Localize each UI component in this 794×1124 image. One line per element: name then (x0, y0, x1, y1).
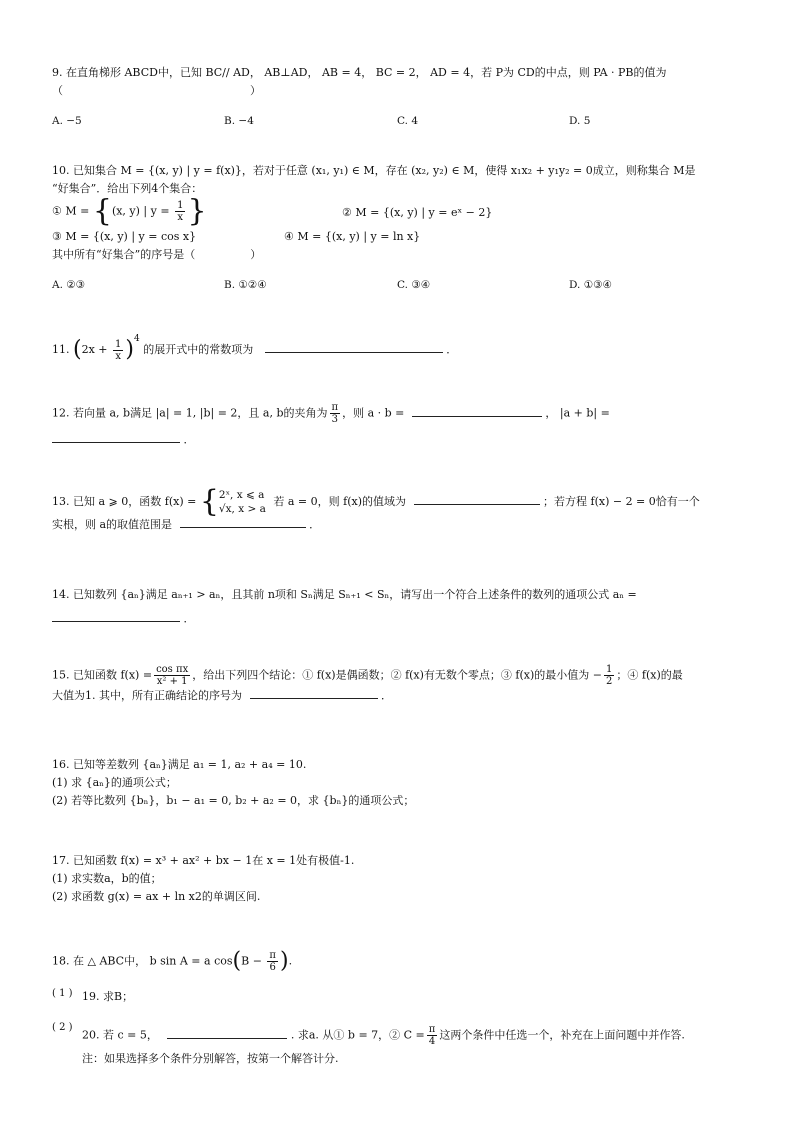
q10-set-1: ① M = {(x, y) | y = $\frac{1}{x}$ } (52, 193, 207, 229)
q18-stem: 18. 在 △ ABC中， b sin A = a cos (52, 954, 233, 968)
q16-stem: 16. 已知等差数列 {aₙ}满足 a₁ = 1, a₂ + a₄ = 10. (52, 758, 307, 771)
q13-range-blank[interactable] (414, 493, 540, 505)
q11-answer-blank[interactable] (265, 341, 443, 353)
question-12: 12. 若向量 a, b满足 |a| = 1, |b| = 2，且 a, b的夹角为 $\frac{\pi}{3}$ ，则 a · b = ， |a + b| = ． (52, 402, 610, 446)
q17-part-2: (2) 求函数 g(x) = ax + ln x2的单调区间. (52, 890, 261, 903)
q18-note: 注：如果选择多个条件分别解答，按第一个解答计分. (82, 1052, 339, 1065)
q12-abs-label: |a + b| = (559, 406, 610, 420)
q10-choice-b: B. ①②④ (224, 279, 267, 291)
q13-stem: 13. 已知 a ⩾ 0，函数 f(x) = (52, 495, 197, 508)
q18-part-1-tag: ( 1 ) (52, 988, 73, 999)
question-15: 15. 已知函数 f(x) = $\frac{\text{cos πx}}{\text{x² + 1}}$ ，给出下列四个结论：① f(x)是偶函数；② f(x)有无数个零点；③ f(x)的最小值为 − $\frac{1}{2}$ ；④ f(x)的最 大值为1. 其中，所有正确结论的序号为 ． (52, 664, 683, 702)
q15-stem: 15. 已知函数 f(x) = (52, 668, 153, 682)
q17-part-1: (1) 求实数a，b的值； (52, 872, 162, 885)
q10-set-3: ③ M = {(x, y) | y = cos x} (52, 230, 197, 243)
q10-choice-a: A. ②③ (52, 279, 86, 291)
q12-magnitude-blank[interactable] (52, 431, 180, 443)
q9-stem: 9. 在直角梯形 ABCD中，已知 BC// AD， AB⊥AD， AB = 4， BC = 2， AD = 4，若 P为 CD的中点，则 PA · PB的值为 (52, 66, 667, 79)
q11-text: 的展开式中的常数项为 (143, 343, 254, 356)
q9-choice-a: A. −5 (52, 115, 82, 127)
q17-stem: 17. 已知函数 f(x) = x³ + ax² + bx − 1在 x = 1处有极值-1. (52, 854, 355, 867)
q16-part-2: (2) 若等比数列 {bₙ}，b₁ − a₁ = 0, b₂ + a₂ = 0，求 {bₙ}的通项公式； (52, 794, 415, 807)
q16-part-1: (1) 求 {aₙ}的通项公式； (52, 776, 177, 789)
question-17 (52, 852, 742, 906)
q18-part-2-tag: ( 2 ) (52, 1022, 73, 1033)
q10-sets-row-2 (52, 228, 742, 246)
q11-number: 11. (52, 343, 70, 356)
q11-expression: 2x + (81, 343, 112, 356)
q9-answer-paren: （ ） (52, 84, 261, 97)
q18-part-2: 20. 若 c = 5， . 求a. 从① b = 7，② C = $\frac{\pi}{4}$ 这两个条件中任选一个，补充在上面问题中并作答. (82, 1024, 685, 1047)
q9-choice-d: D. 5 (569, 115, 591, 127)
q14-answer-blank[interactable] (52, 610, 180, 622)
question-10 (52, 162, 742, 294)
q10-set-4: ④ M = {(x, y) | y = ln x} (284, 230, 421, 243)
q13-a-range-blank[interactable] (180, 516, 306, 528)
question-9 (52, 64, 742, 130)
q11-power: 4 (133, 334, 140, 344)
q18-part-1: 19. 求B； (82, 990, 134, 1003)
q15-answer-blank[interactable] (250, 687, 378, 699)
q10-sets-row-1 (52, 193, 742, 229)
q9-choice-b: B. −4 (224, 115, 254, 127)
q10-set-2: ② M = {(x, y) | y = eˣ − 2} (342, 206, 493, 219)
question-14: 14. 已知数列 {aₙ}满足 aₙ₊₁ > aₙ，且其前 n项和 Sₙ满足 Sₙ₊₁ < Sₙ，请写出一个符合上述条件的数列的通项公式 aₙ = ． (52, 586, 742, 628)
q12-dot-product-blank[interactable] (412, 405, 542, 417)
q10-choice-d: D. ①③④ (569, 279, 612, 291)
q12-stem: 12. 若向量 a, b满足 |a| = 1, |b| = 2，且 a, b的夹角为 (52, 406, 328, 420)
q18-condition-blank[interactable] (167, 1027, 287, 1039)
q9-choice-c: C. 4 (397, 115, 419, 127)
question-18: 18. 在 △ ABC中， b sin A = a cos(B − $\frac{\pi}{6}$ ). (52, 948, 293, 974)
q10-stem: 10. 已知集合 M = {(x, y) | y = f(x)}，若对于任意 (x₁, y₁) ∈ M，存在 (x₂, y₂) ∈ M，使得 x₁x₂ + y₁y₂ = 0成立，则称集合 M是 (52, 164, 696, 177)
q10-choice-c: C. ③④ (397, 279, 431, 291)
question-16 (52, 756, 742, 810)
question-11: 11. (2x + $\frac{1}{x}$ )$^4$ 的展开式中的常数项为 ． (52, 334, 458, 362)
question-13: 13. 已知 a ⩾ 0，函数 f(x) = { 2ˣ, x ⩽ a √x, x > a 若 a = 0，则 f(x)的值域为 ；若方程 f(x) − 2 = 0恰有一个 实根，则 a的取值范围是 ． (52, 484, 700, 531)
q13-stem-2: 实根，则 a的取值范围是 (52, 518, 173, 531)
q10-choices (52, 276, 742, 294)
q13-piecewise: 2ˣ, x ⩽ a √x, x > a (218, 489, 266, 515)
q15-stem-2: 大值为1. 其中，所有正确结论的序号为 (52, 689, 242, 702)
q9-choices (52, 112, 742, 130)
q14-stem: 14. 已知数列 {aₙ}满足 aₙ₊₁ > aₙ，且其前 n项和 Sₙ满足 Sₙ₊₁ < Sₙ，请写出一个符合上述条件的数列的通项公式 aₙ = (52, 588, 637, 601)
q10-question: 其中所有“好集合”的序号是（ ） (52, 248, 262, 261)
q10-stem-2: “好集合”．给出下列4个集合： (52, 182, 203, 195)
